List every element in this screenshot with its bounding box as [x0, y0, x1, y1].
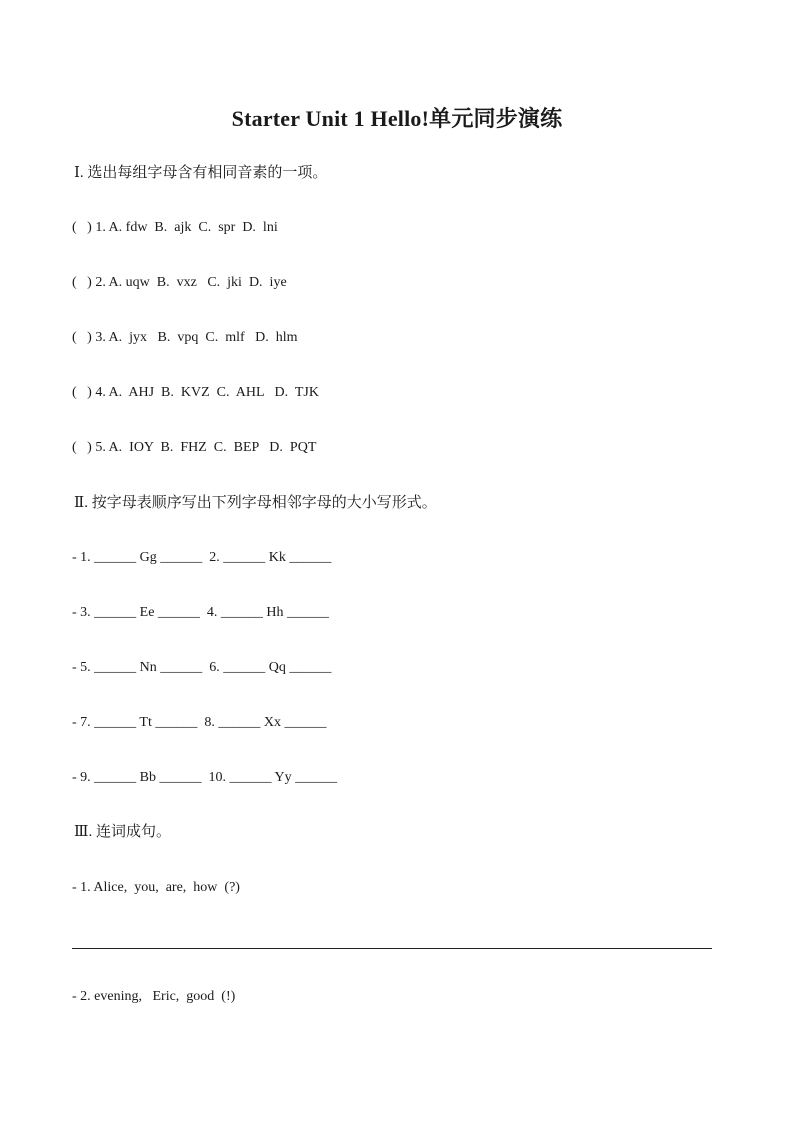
- question-item: ( ) 1. A. fdw B. ajk C. spr D. lni: [72, 220, 278, 235]
- question-item: ( ) 3. A. jyx B. vpq C. mlf D. hlm: [72, 330, 298, 345]
- question-item: - 1. ______ Gg ______ 2. ______ Kk ______: [72, 550, 332, 565]
- section-heading-1: Ⅰ. 选出每组字母含有相同音素的一项。: [74, 165, 328, 181]
- question-item: ( ) 5. A. IOY B. FHZ C. BEP D. PQT: [72, 440, 317, 455]
- question-item: - 9. ______ Bb ______ 10. ______ Yy ______: [72, 770, 338, 785]
- question-item: - 5. ______ Nn ______ 6. ______ Qq ______: [72, 660, 332, 675]
- question-item: - 1. Alice, you, are, how (?): [72, 880, 240, 895]
- question-item: - 3. ______ Ee ______ 4. ______ Hh ______: [72, 605, 330, 620]
- question-item: ( ) 2. A. uqw B. vxz C. jki D. iye: [72, 275, 287, 290]
- section-heading-3: Ⅲ. 连词成句。: [74, 824, 171, 840]
- question-item: - 7. ______ Tt ______ 8. ______ Xx ______: [72, 715, 327, 730]
- question-item: ( ) 4. A. AHJ B. KVZ C. AHL D. TJK: [72, 385, 319, 400]
- page-title: Starter Unit 1 Hello!单元同步演练: [231, 106, 563, 131]
- answer-line[interactable]: [72, 948, 712, 949]
- section-heading-2: Ⅱ. 按字母表顺序写出下列字母相邻字母的大小写形式。: [74, 495, 437, 511]
- question-item: - 2. evening, Eric, good (!): [72, 989, 236, 1004]
